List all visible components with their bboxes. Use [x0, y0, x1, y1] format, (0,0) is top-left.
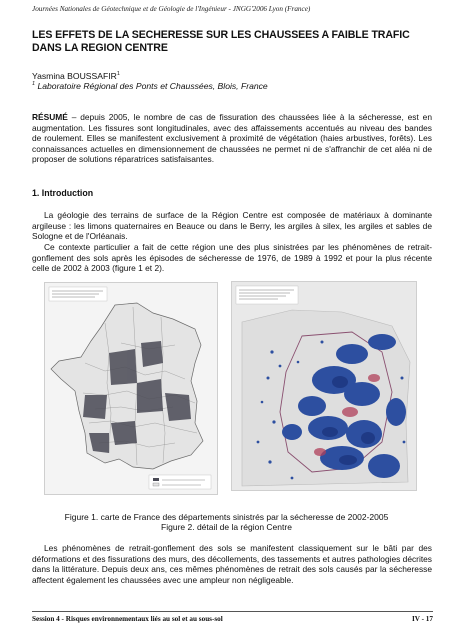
- running-header: Journées Nationales de Géotechnique et de Géologie de l'Ingénieur - JNGG'2006 Lyon (France): [32, 5, 311, 13]
- intro-paragraph-2: Ce contexte particulier a fait de cette région une des plus sinistrées par les phénomènes de retrait-gonflement des sols après les épisodes de sécheresse de 1976, de 1989 à 1992 et pour la plus récente celle de 2002 à 2003 (figure 1 et 2).: [32, 242, 432, 274]
- paper-title: LES EFFETS DE LA SECHERESSE SUR LES CHAUSSEES A FAIBLE TRAFIC DANS LA REGION CENTRE: [32, 29, 410, 54]
- footer-rule: [32, 611, 433, 612]
- body-paragraph-3: Les phénomènes de retrait-gonflement des sols se manifestent classiquement sur le bâti par des déformations et des fissurations des murs, des décollements, des tassements et autres pathologies décrites dans la littérature. Depuis deux ans, ces mêmes phénomènes de retrait des sols causés par la sécheresse affectent également les chaussées avec une ampleur non négligeable.: [32, 543, 432, 585]
- author-superscript: 1: [116, 71, 120, 78]
- section-heading: 1. Introduction: [32, 188, 94, 198]
- author: [32, 71, 120, 81]
- figure-1-france-map: [44, 282, 218, 495]
- figure-1-caption: Figure 1. carte de France des départements sinistrés par la sécheresse de 2002-2005: [64, 512, 389, 522]
- figure-2-caption: Figure 2. détail de la région Centre: [161, 522, 292, 532]
- france-map-graphic: [45, 283, 217, 494]
- abstract: [32, 112, 432, 165]
- figure-2-region-centre-map: [231, 281, 417, 491]
- intro-paragraph-1: La géologie des terrains de surface de la Région Centre est composée de matériaux à dominante argileuse : les limons quaternaires en Beauce ou dans le Berry, les argiles à silex, les argiles et sables de Sologne et de l'Orléanais.: [32, 210, 432, 242]
- affiliation: [32, 81, 268, 91]
- region-centre-map-graphic: [232, 282, 416, 490]
- footer-session: Session 4 - Risques environnementaux liés au sol et au sous-sol: [32, 615, 223, 623]
- author-name: Yasmina BOUSSAFIR: [32, 71, 117, 81]
- abstract-lead: RÉSUMÉ: [32, 112, 68, 122]
- abstract-text: – depuis 2005, le nombre de cas de fissuration des chaussées liée à la sécheresse, est en augmentation. Les fissures sont longitudinales, avec des affaissements accentués au niveau des bandes de roulement. Elles se manifestent exclusivement à proximité de végétation (haies arbustives, forêts). Les connaissances actuelles en dimensionnement de chaussées ne permet ni de s'affranchir de cet aléa ni de proposer de solutions réparatrices satisfaisantes.: [32, 112, 432, 165]
- affiliation-superscript: 1: [32, 81, 36, 88]
- page-number: IV - 17: [411, 615, 433, 623]
- affiliation-text: Laboratoire Régional des Ponts et Chaussées, Blois, France: [37, 81, 268, 91]
